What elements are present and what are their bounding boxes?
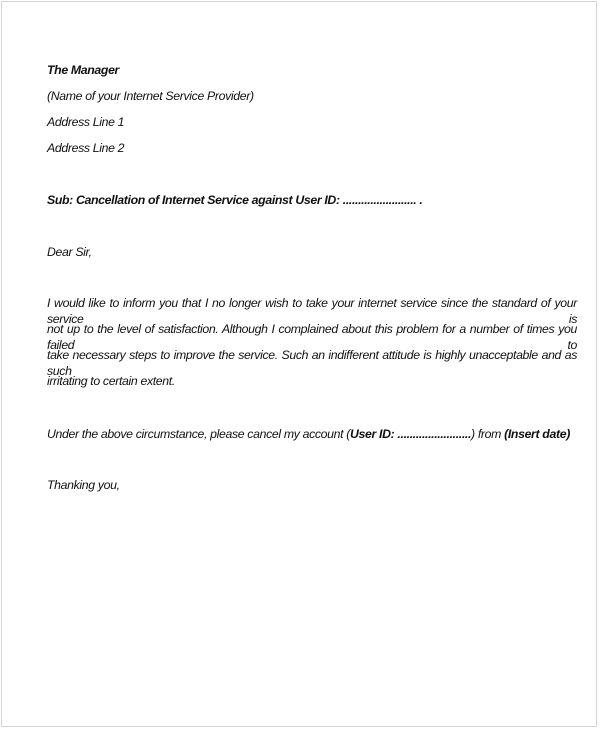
paragraph-1-line-2: not up to the level of satisfaction. Although I complained about this problem for a number of times you failed to — [47, 322, 577, 352]
paragraph-1-line-4: irritating to certain extent. — [47, 374, 175, 388]
address-line-1: Address Line 1 — [47, 115, 125, 129]
paragraph-2-prefix: Under the above circumstance, please cancel my account ( — [47, 427, 351, 441]
paragraph-1-line-3: take necessary steps to improve the service. Such an indifferent attitude is highly unacceptable and as such — [47, 348, 577, 378]
paragraph-1-line-1: I would like to inform you that I no longer wish to take your internet service since the standard of your service is — [47, 296, 577, 326]
document-page — [1, 1, 597, 727]
user-id-placeholder: User ID: ........................ — [350, 427, 472, 441]
address-line-2: Address Line 2 — [47, 141, 125, 155]
insert-date-placeholder: (Insert date) — [504, 427, 570, 441]
recipient-name: (Name of your Internet Service Provider) — [47, 89, 254, 103]
paragraph-2 — [47, 426, 570, 442]
closing: Thanking you, — [47, 478, 120, 492]
paragraph-2-middle: ) from — [471, 427, 505, 441]
recipient-title: The Manager — [47, 63, 119, 77]
salutation: Dear Sir, — [47, 245, 92, 259]
subject-line: Sub: Cancellation of Internet Service against User ID: ........................ . — [47, 193, 423, 207]
